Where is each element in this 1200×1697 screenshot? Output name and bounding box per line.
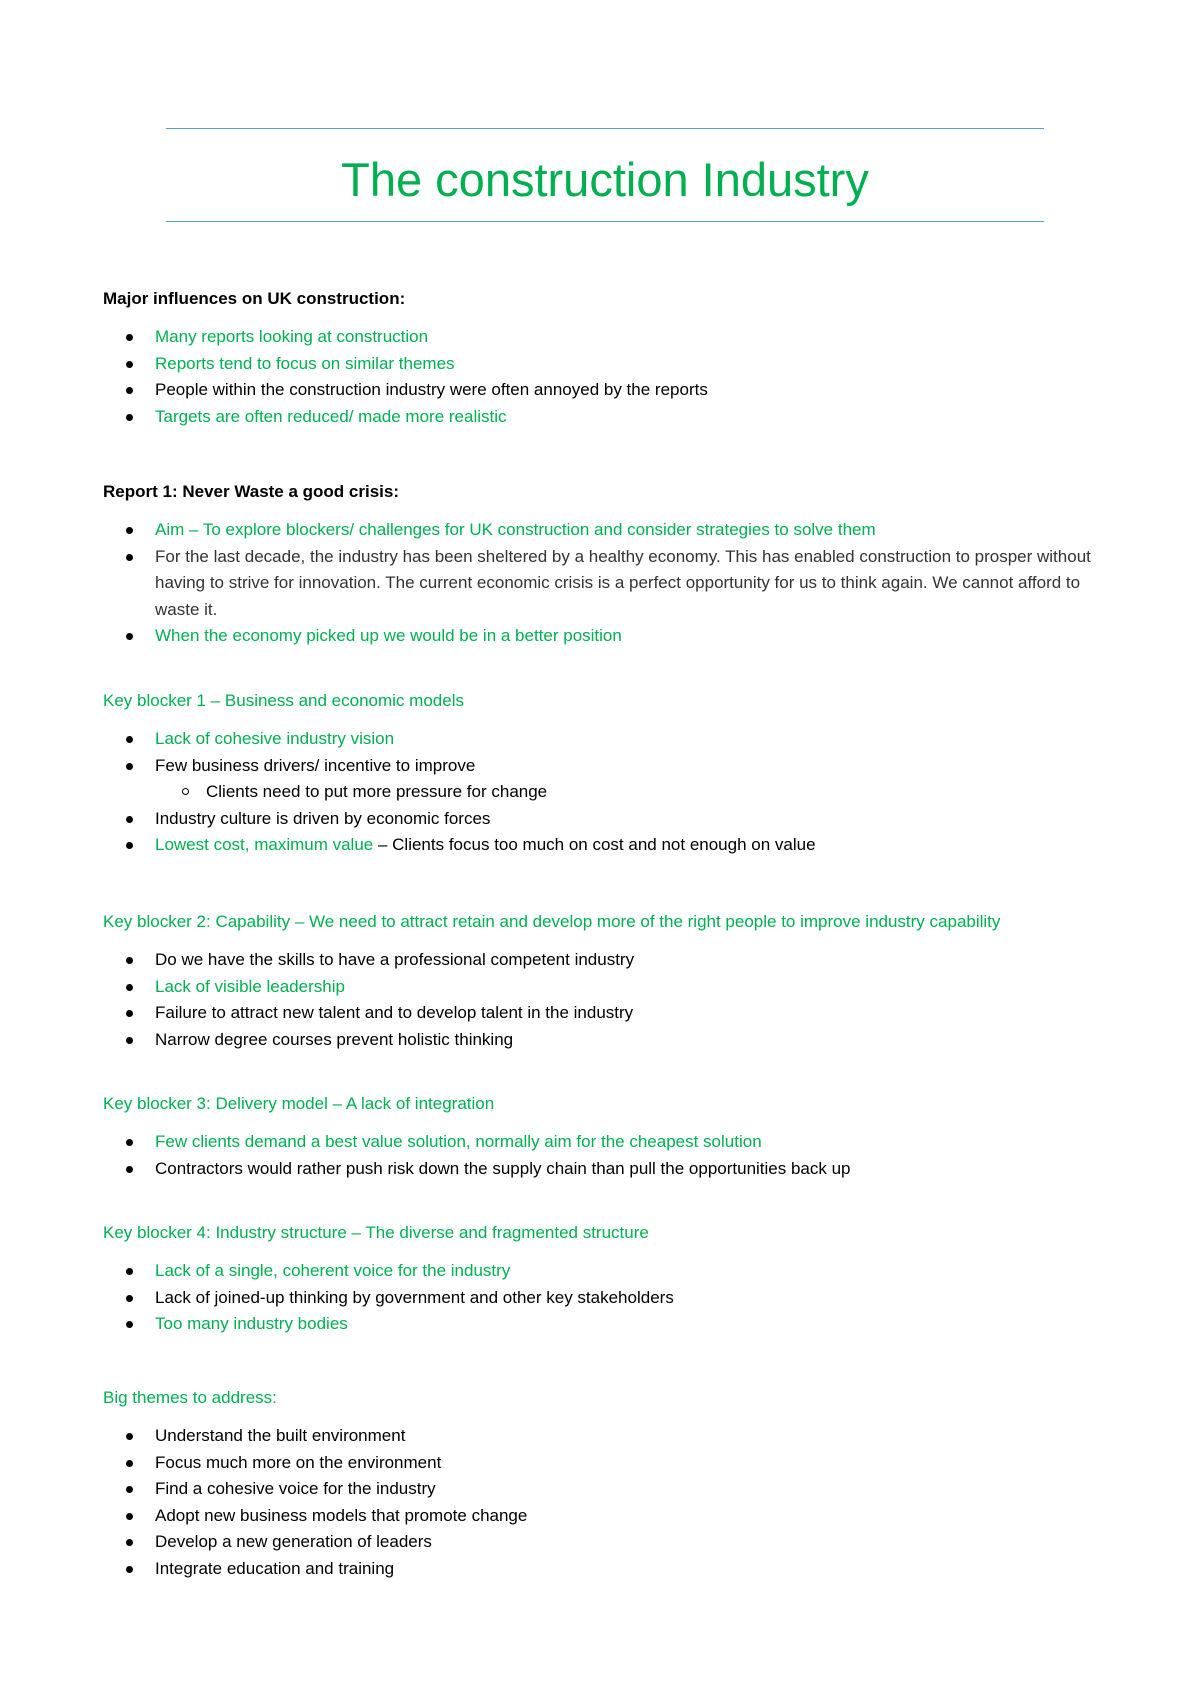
bullet-icon — [126, 763, 133, 770]
bullet-icon — [126, 1268, 133, 1275]
list-item: Focus much more on the environment — [103, 1450, 1103, 1477]
section-key-blocker-3 — [103, 1091, 1103, 1182]
bullet-icon — [126, 1321, 133, 1328]
sub-list-item: Clients need to put more pressure for change — [103, 779, 1103, 806]
bullet-icon — [126, 1513, 133, 1520]
list-item: Understand the built environment — [103, 1423, 1103, 1450]
bullet-icon — [126, 1539, 133, 1546]
section-key-blocker-1 — [103, 688, 1103, 859]
bullet-icon — [126, 1037, 133, 1044]
page-title: The construction Industry — [341, 153, 869, 206]
bullet-icon — [126, 842, 133, 849]
bullet-list — [103, 947, 1103, 1053]
bullet-list — [103, 1423, 1103, 1583]
bullet-icon — [126, 984, 133, 991]
section-major-influences — [103, 286, 1103, 430]
bullet-icon — [126, 334, 133, 341]
section-heading: Key blocker 3: Delivery model – A lack of integration — [103, 1094, 495, 1113]
title-rule-bottom — [166, 221, 1044, 222]
list-item: When the economy picked up we would be in a better position — [103, 623, 1103, 650]
section-key-blocker-4 — [103, 1220, 1103, 1338]
section-heading: Key blocker 1 – Business and economic models — [103, 691, 464, 710]
bullet-icon — [126, 387, 133, 394]
list-item: Reports tend to focus on similar themes — [103, 351, 1103, 378]
list-item: Too many industry bodies — [103, 1311, 1103, 1338]
bullet-list — [103, 1258, 1103, 1338]
bullet-icon — [126, 1166, 133, 1173]
list-item: Integrate education and training — [103, 1556, 1103, 1583]
bullet-icon — [126, 633, 133, 640]
bullet-icon — [126, 736, 133, 743]
bullet-list — [103, 1129, 1103, 1182]
list-item: Lack of visible leadership — [103, 974, 1103, 1001]
bullet-list — [103, 517, 1103, 650]
bullet-icon — [126, 957, 133, 964]
bullet-icon — [126, 527, 133, 534]
bullet-icon — [126, 1010, 133, 1017]
bullet-icon — [126, 1139, 133, 1146]
section-heading: Key blocker 2: Capability – We need to attract retain and develop more of the right people to improve industry capability — [103, 912, 1001, 931]
bullet-icon — [126, 361, 133, 368]
section-report-1 — [103, 479, 1103, 650]
hollow-bullet-icon — [182, 788, 189, 795]
list-item — [103, 832, 1103, 859]
list-item: Do we have the skills to have a professional competent industry — [103, 947, 1103, 974]
list-item: Industry culture is driven by economic forces — [103, 806, 1103, 833]
bullet-icon — [126, 1460, 133, 1467]
list-item: Narrow degree courses prevent holistic thinking — [103, 1027, 1103, 1054]
bullet-icon — [126, 816, 133, 823]
item-black-part: – Clients focus too much on cost and not enough on value — [373, 835, 816, 855]
list-item: Find a cohesive voice for the industry — [103, 1476, 1103, 1503]
section-big-themes — [103, 1385, 1103, 1583]
bullet-list — [103, 324, 1103, 430]
list-item: Many reports looking at construction — [103, 324, 1103, 351]
list-item: Adopt new business models that promote change — [103, 1503, 1103, 1530]
bullet-icon — [126, 1433, 133, 1440]
list-item: Few business drivers/ incentive to improve — [103, 753, 1103, 780]
bullet-icon — [126, 1486, 133, 1493]
list-item: Aim – To explore blockers/ challenges for UK construction and consider strategies to solve them — [103, 517, 1103, 544]
list-item: For the last decade, the industry has been sheltered by a healthy economy. This has enabled construction to prosper without having to strive for innovation. The current economic crisis is a perfect opportunity for us to think again. We cannot afford to waste it. — [103, 544, 1103, 624]
list-item: Develop a new generation of leaders — [103, 1529, 1103, 1556]
list-item: Lack of joined-up thinking by government and other key stakeholders — [103, 1285, 1103, 1312]
list-item: Failure to attract new talent and to develop talent in the industry — [103, 1000, 1103, 1027]
title-rule-top — [166, 128, 1044, 129]
bullet-icon — [126, 414, 133, 421]
bullet-icon — [126, 554, 133, 561]
section-heading: Key blocker 4: Industry structure – The diverse and fragmented structure — [103, 1223, 649, 1242]
list-item: Targets are often reduced/ made more realistic — [103, 404, 1103, 431]
item-green-part: Lowest cost, maximum value — [155, 835, 374, 855]
bullet-icon — [126, 1566, 133, 1573]
bullet-icon — [126, 1295, 133, 1302]
list-item: Lack of a single, coherent voice for the industry — [103, 1258, 1103, 1285]
section-heading: Report 1: Never Waste a good crisis: — [103, 482, 400, 501]
section-key-blocker-2 — [103, 909, 1103, 1053]
list-item: Contractors would rather push risk down the supply chain than pull the opportunities back up — [103, 1156, 1103, 1183]
list-item: Lack of cohesive industry vision — [103, 726, 1103, 753]
section-heading: Big themes to address: — [103, 1388, 277, 1407]
list-item: People within the construction industry were often annoyed by the reports — [103, 377, 1103, 404]
list-item: Few clients demand a best value solution, normally aim for the cheapest solution — [103, 1129, 1103, 1156]
bullet-list — [103, 726, 1103, 859]
section-heading: Major influences on UK construction: — [103, 289, 406, 308]
